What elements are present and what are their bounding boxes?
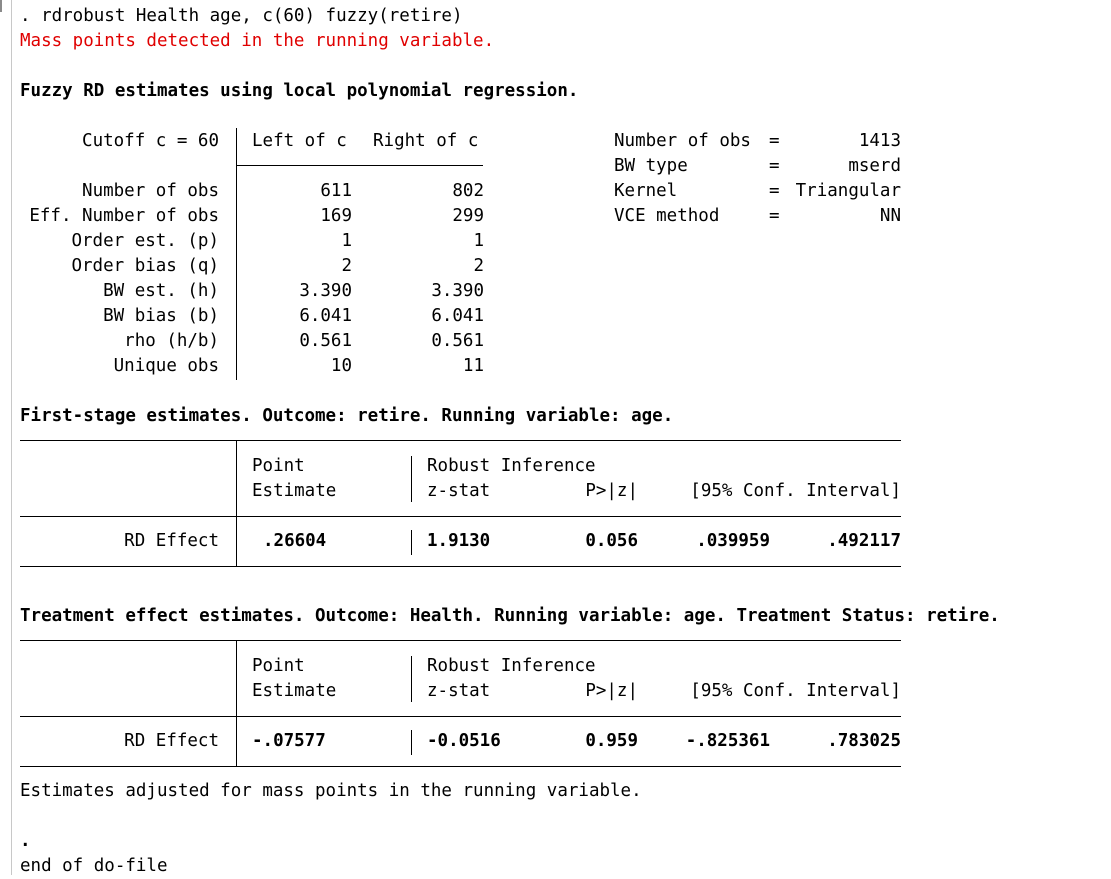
treatment-ci-low: -.825361 [685, 731, 770, 751]
treatment-head-p: P>|z| [585, 681, 638, 701]
results-heading: Fuzzy RD estimates using local polynomial regression. [20, 81, 579, 101]
first-stage-head-robust: Robust Inference [427, 456, 596, 476]
summary-label: BW type [614, 156, 688, 176]
first-stage-label-divider [236, 440, 237, 567]
row-label: Eff. Number of obs [29, 206, 219, 226]
row-left-value: 611 [320, 181, 352, 201]
mass-points-warning: Mass points detected in the running variable. [20, 31, 495, 51]
treatment-head-estimate: Estimate [252, 681, 337, 701]
command-line: . rdrobust Health age, c(60) fuzzy(retire) [20, 6, 463, 26]
treatment-ci-high: .783025 [827, 731, 901, 751]
summary-value: NN [879, 206, 901, 226]
scroll-marker [0, 0, 2, 12]
first-stage-p-value: 0.056 [585, 531, 638, 551]
treatment-head-point: Point [252, 656, 305, 676]
treatment-title: Treatment effect estimates. Outcome: Health. Running variable: age. Treatment Status: retire. [20, 606, 1000, 626]
first-stage-z-stat: 1.9130 [427, 531, 491, 551]
row-right-value: 0.561 [431, 331, 484, 351]
treatment-mid-rule [20, 716, 901, 717]
row-label: BW bias (b) [103, 306, 219, 326]
treatment-p-value: 0.959 [585, 731, 638, 751]
summary-value: mserd [848, 156, 901, 176]
row-right-value: 6.041 [431, 306, 484, 326]
summary-equals: = [769, 156, 780, 176]
row-right-value: 11 [462, 356, 484, 376]
treatment-row-divider [411, 730, 412, 755]
treatment-head-robust: Robust Inference [427, 656, 596, 676]
first-stage-ci-low: .039959 [696, 531, 770, 551]
first-stage-bottom-rule [20, 566, 901, 567]
row-left-value: 3.390 [299, 281, 352, 301]
summary-label: Kernel [614, 181, 678, 201]
row-right-value: 1 [473, 231, 484, 251]
row-label: Unique obs [113, 356, 219, 376]
row-right-value: 3.390 [431, 281, 484, 301]
results-left-border [11, 0, 12, 875]
treatment-z-stat: -0.0516 [427, 731, 501, 751]
cutoff-label: Cutoff c = 60 [82, 131, 219, 151]
row-left-value: 6.041 [299, 306, 352, 326]
first-stage-head-estimate: Estimate [252, 481, 337, 501]
treatment-bottom-rule [20, 766, 901, 767]
row-label: BW est. (h) [103, 281, 219, 301]
treatment-row-label: RD Effect [124, 731, 219, 751]
treatment-point-estimate: -.07577 [252, 731, 326, 751]
first-stage-head-ci: [95% Conf. Interval] [690, 481, 901, 501]
end-of-do-file: end of do-file [20, 856, 168, 876]
first-stage-head-z: z-stat [427, 481, 491, 501]
row-left-value: 2 [341, 256, 352, 276]
mass-points-note: Estimates adjusted for mass points in the running variable. [20, 781, 642, 801]
first-stage-mid-rule [20, 516, 901, 517]
prompt-dot: . [20, 831, 31, 851]
first-stage-head-p: P>|z| [585, 481, 638, 501]
row-left-value: 169 [320, 206, 352, 226]
row-right-value: 299 [452, 206, 484, 226]
summary-label: VCE method [614, 206, 720, 226]
col-right-header: Right of c [373, 131, 479, 151]
row-label: rho (h/b) [124, 331, 219, 351]
summary-value: 1413 [858, 131, 901, 151]
treatment-header-divider [411, 656, 412, 702]
row-right-value: 802 [452, 181, 484, 201]
first-stage-title: First-stage estimates. Outcome: retire. Running variable: age. [20, 406, 674, 426]
row-right-value: 2 [473, 256, 484, 276]
summary-value: Triangular [795, 181, 901, 201]
first-stage-top-rule [20, 440, 901, 441]
treatment-label-divider [236, 640, 237, 767]
col-left-header: Left of c [252, 131, 347, 151]
summary-equals: = [769, 181, 780, 201]
row-label: Number of obs [82, 181, 219, 201]
first-stage-row-divider [411, 530, 412, 555]
first-stage-header-divider [411, 456, 412, 502]
treatment-head-z: z-stat [427, 681, 491, 701]
row-left-value: 10 [330, 356, 352, 376]
summary-equals: = [769, 131, 780, 151]
first-stage-ci-high: .492117 [827, 531, 901, 551]
row-left-value: 0.561 [299, 331, 352, 351]
summary-label: Number of obs [614, 131, 751, 151]
param-table-rule [236, 165, 483, 166]
row-label: Order est. (p) [71, 231, 219, 251]
summary-equals: = [769, 206, 780, 226]
first-stage-row-label: RD Effect [124, 531, 219, 551]
treatment-head-ci: [95% Conf. Interval] [690, 681, 901, 701]
row-left-value: 1 [341, 231, 352, 251]
first-stage-head-point: Point [252, 456, 305, 476]
first-stage-point-estimate: .26604 [263, 531, 327, 551]
treatment-top-rule [20, 640, 901, 641]
row-label: Order bias (q) [71, 256, 219, 276]
